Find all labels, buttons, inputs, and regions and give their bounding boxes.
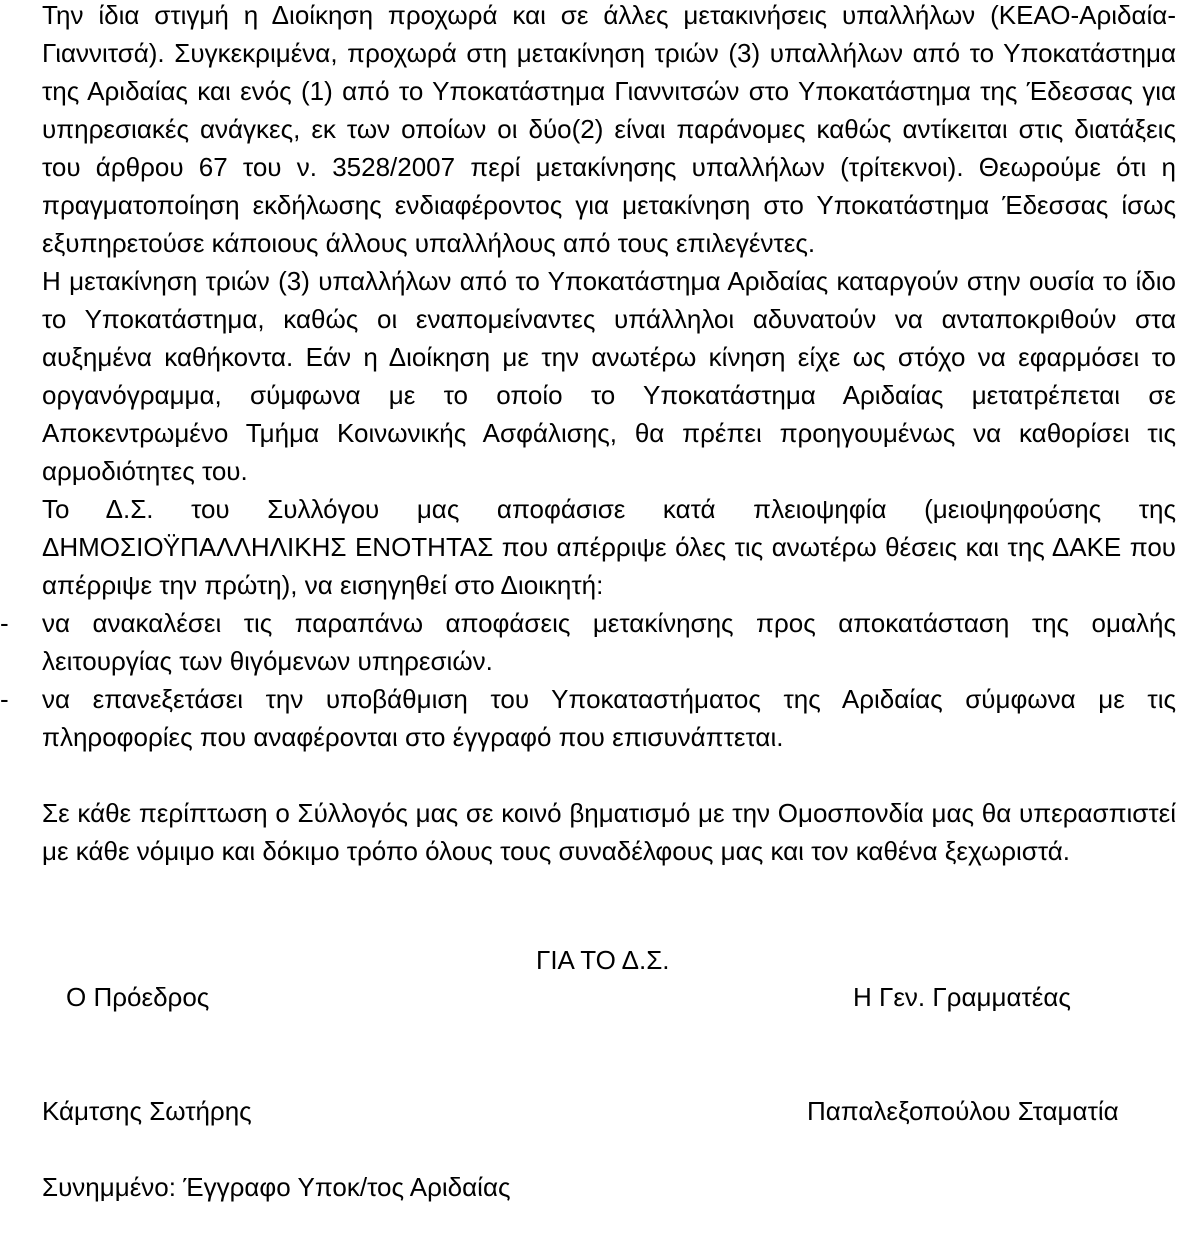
paragraph-transfers: Την ίδια στιγμή η Διοίκηση προχωρά και σε άλλες μετακινήσεις υπαλλήλων (ΚΕΑΟ-Αριδαία-Γιαννιτσά). Συγκεκριμένα, προχωρά στη μετακίνηση τριών (3) υπαλλήλων από το Υποκατάστημα της Αριδαίας και ενός (1) από το Υποκατάστημα Γιαννιτσών στο Υποκατάστημα της Έδεσσας για υπηρεσιακές ανάγκες, εκ των οποίων οι δύο(2) είναι παράνομες καθώς αντίκειται στις διατάξεις του άρθρου 67 του ν. 3528/2007 περί μετακίνησης υπαλλήλων (τρίτεκνοι). Θεωρούμε ότι η πραγματοποίηση εκδήλωσης ενδιαφέροντος για μετακίνηση στο Υποκατάστημα Έδεσσας ίσως εξυπηρετούσε κάποιους άλλους υπαλλήλους από τους επιλεγέντες.	[42, 0, 1176, 258]
proposal-list	[0, 604, 1176, 756]
paragraph-board-decision: Το Δ.Σ. του Συλλόγου μας αποφάσισε κατά πλειοψηφία (μειοψηφούσης της ΔΗΜΟΣΙΟΫΠΑΛΛΗΛΙΚΗΣ ΕΝΟΤΗΤΑΣ που απέρριψε όλες τις ανωτέρω θέσεις και της ΔΑΚΕ που απέρριψε την πρώτη), να εισηγηθεί στο Διοικητή:	[42, 494, 1176, 600]
secretary-title: Η Γεν. Γραμματέας	[853, 982, 1071, 1012]
list-item	[0, 680, 1176, 756]
paragraph-aridaia-branch: Η μετακίνηση τριών (3) υπαλλήλων από το Υποκατάστημα Αριδαίας καταργούν στην ουσία το ίδιο το Υποκατάστημα, καθώς οι εναπομείναντες υπάλληλοι αδυνατούν να ανταποκριθούν στα αυξημένα καθήκοντα. Εάν η Διοίκηση με την ανωτέρω κίνηση είχε ως στόχο να εφαρμόσει το οργανόγραμμα, σύμφωνα με το οποίο το Υποκατάστημα Αριδαίας μετατρέπεται σε Αποκεντρωμένο Τμήμα Κοινωνικής Ασφάλισης, θα πρέπει προηγουμένως να καθορίσει τις αρμοδιότητες του.	[42, 266, 1176, 486]
secretary-name: Παπαλεξοπούλου Σταματία	[807, 1096, 1119, 1126]
president-title: Ο Πρόεδρος	[66, 982, 210, 1012]
list-item-text: να επανεξετάσει την υποβάθμιση του Υποκαταστήματος της Αριδαίας σύμφωνα με τις πληροφορίες που αναφέρονται στο έγγραφό που επισυνάπτεται.	[42, 684, 1176, 752]
paragraph-closing: Σε κάθε περίπτωση ο Σύλλογός μας σε κοινό βηματισμό με την Ομοσπονδία μας θα υπερασπιστεί με κάθε νόμιμο και δόκιμο τρόπο όλους τους συναδέλφους μας και τον καθένα ξεχωριστά.	[42, 798, 1176, 866]
list-dash: -	[0, 608, 9, 638]
blank-line	[42, 756, 1176, 794]
list-dash: -	[0, 684, 9, 714]
attachment-note: Συνημμένο: Έγγραφο Υποκ/τος Αριδαίας	[42, 1172, 511, 1202]
for-board-heading: ΓΙΑ ΤΟ Δ.Σ.	[536, 945, 670, 975]
list-item	[0, 604, 1176, 680]
president-name: Κάμτσης Σωτήρης	[42, 1096, 252, 1126]
list-item-text: να ανακαλέσει τις παραπάνω αποφάσεις μετακίνησης προς αποκατάσταση της ομαλής λειτουργίας των θιγόμενων υπηρεσιών.	[42, 608, 1176, 676]
